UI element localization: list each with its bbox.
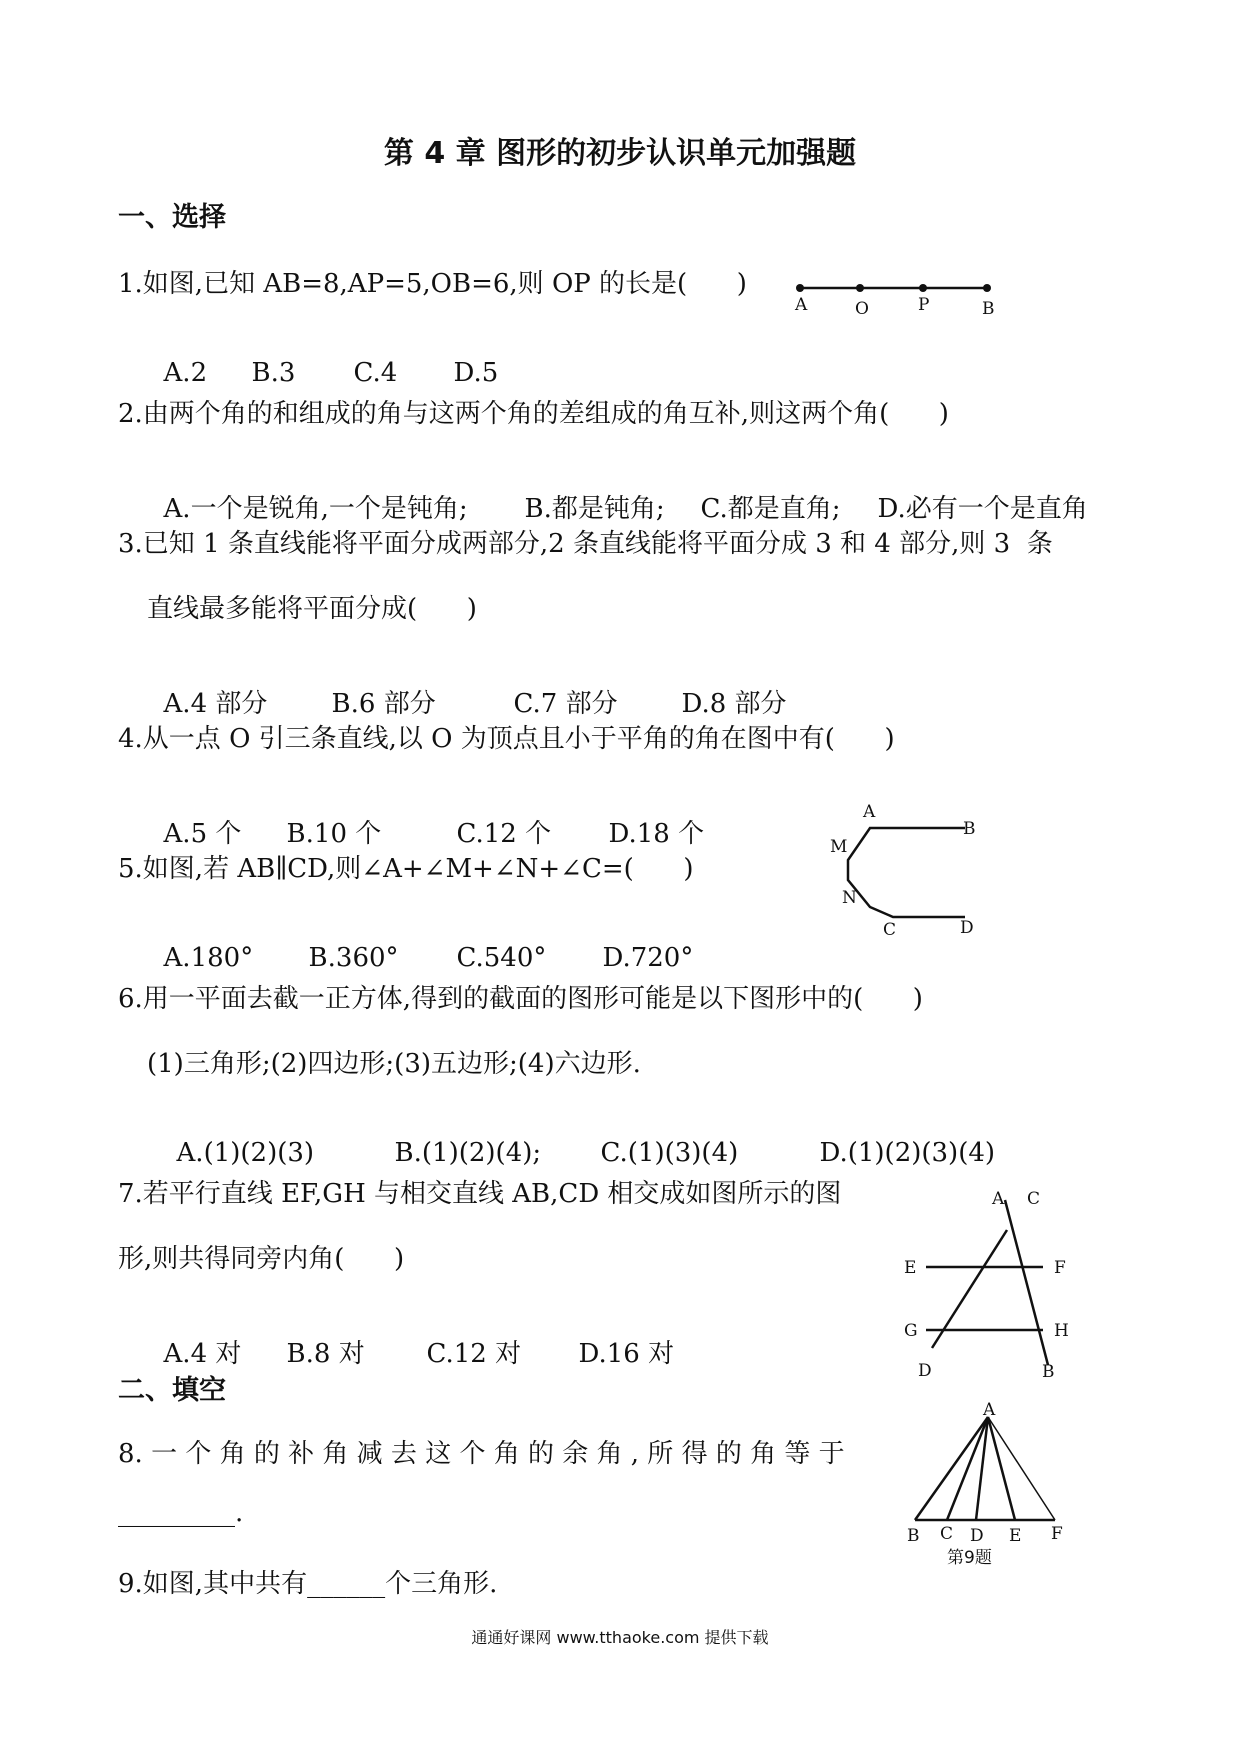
option-a: A.(1)(2)(3) (176, 1138, 315, 1168)
option-c: C.(1)(3)(4) (600, 1138, 739, 1168)
fig5-label-n: N (842, 888, 857, 908)
option-a: A.4 对 (163, 1339, 242, 1369)
question-5-stem: 5.如图,若 AB∥CD,则∠A+∠M+∠N+∠C=( ) (118, 854, 694, 884)
fig9-label-e: E (1009, 1526, 1022, 1546)
fig5-label-a: A (863, 802, 876, 822)
question-8-blank: _________. (118, 1498, 244, 1528)
fig5-label-m: M (830, 837, 848, 857)
figure-1-line-segment (780, 265, 1010, 325)
section-heading-fill: 二、填空 (118, 1375, 226, 1406)
question-3-stem-line1: 3.已知 1 条直线能将平面分成两部分,2 条直线能将平面分成 3 和 4 部分,则 3 条 (118, 529, 1053, 559)
question-4-stem: 4.从一点 O 引三条直线,以 O 为顶点且小于平角的角在图中有( ) (118, 724, 895, 754)
question-6-options (160, 1108, 995, 1168)
fig7-label-g: G (904, 1321, 918, 1341)
option-c: C.7 部分 (513, 689, 618, 719)
option-c: C.540° (456, 943, 547, 973)
fig5-label-b: B (963, 819, 976, 839)
question-1-options (147, 328, 498, 388)
question-7-options (147, 1303, 674, 1370)
option-d: D.必有一个是直角 (877, 494, 1088, 524)
fig1-label-a: A (795, 295, 808, 315)
option-c: C.12 个 (456, 819, 552, 849)
option-c: C.都是直角; (700, 494, 841, 524)
question-6-sub: (1)三角形;(2)四边形;(3)五边形;(4)六边形. (147, 1049, 641, 1079)
question-7-stem-line1: 7.若平行直线 EF,GH 与相交直线 AB,CD 相交成如图所示的图 (118, 1179, 842, 1209)
option-a: A.180° (163, 943, 254, 973)
fig9-label-a: A (983, 1400, 996, 1420)
question-2-stem: 2.由两个角的和组成的角与这两个角的差组成的角互补,则这两个角( ) (118, 399, 949, 429)
question-1-stem: 1.如图,已知 AB=8,AP=5,OB=6,则 OP 的长是( ) (118, 269, 747, 299)
fig9-label-b: B (907, 1526, 920, 1546)
fig7-label-e: E (904, 1258, 917, 1278)
page-title: 第 4 章 图形的初步认识单元加强题 (383, 136, 857, 171)
option-d: D.720° (602, 943, 694, 973)
fig9-label-c: C (940, 1524, 954, 1544)
option-b: B.10 个 (286, 819, 382, 849)
option-b: B.6 部分 (331, 689, 436, 719)
question-8-stem: 8. 一 个 角 的 补 角 减 去 这 个 角 的 余 角 , 所 得 的 角 等 于 (118, 1439, 845, 1469)
option-c: C.12 对 (426, 1339, 522, 1369)
section-heading-choice: 一、选择 (118, 202, 226, 233)
option-d: D.8 部分 (681, 689, 787, 719)
fig7-label-a: A (992, 1189, 1005, 1209)
footer-source: 通通好课网 www.tthaoke.com 提供下载 (471, 1628, 769, 1647)
fig5-label-c: C (883, 920, 897, 940)
fig7-label-c: C (1027, 1189, 1041, 1209)
question-9-stem: 9.如图,其中共有______个三角形. (118, 1569, 498, 1599)
fig1-label-p: P (918, 295, 930, 315)
question-2-options (147, 458, 1088, 525)
option-d: D.5 (453, 358, 499, 388)
figure-5-parallel-lines (820, 795, 1000, 940)
option-b: B.3 (251, 358, 296, 388)
figure-9-triangles (895, 1400, 1075, 1580)
figure-7-parallel-transversal (900, 1190, 1080, 1390)
option-b: B.8 对 (286, 1339, 365, 1369)
option-a: A.2 (163, 358, 208, 388)
question-4-options (147, 783, 704, 850)
option-b: B.360° (308, 943, 399, 973)
option-c: C.4 (353, 358, 398, 388)
question-3-options (147, 653, 787, 720)
fig7-label-h: H (1054, 1321, 1069, 1341)
fig9-caption: 第9题 (947, 1548, 992, 1568)
option-b: B.(1)(2)(4); (394, 1138, 542, 1168)
fig9-label-f: F (1051, 1524, 1063, 1544)
option-b: B.都是钝角; (524, 494, 665, 524)
option-a: A.4 部分 (163, 689, 268, 719)
question-5-options (147, 913, 693, 973)
option-a: A.一个是锐角,一个是钝角; (163, 494, 468, 524)
option-a: A.5 个 (163, 819, 242, 849)
option-d: D.16 对 (578, 1339, 675, 1369)
fig1-label-b: B (982, 299, 995, 319)
fig7-label-f: F (1054, 1258, 1066, 1278)
option-d: D.18 个 (608, 819, 705, 849)
question-6-stem: 6.用一平面去截一正方体,得到的截面的图形可能是以下图形中的( ) (118, 984, 923, 1014)
fig7-label-d: D (918, 1361, 932, 1381)
option-d: D.(1)(2)(3)(4) (819, 1138, 996, 1168)
question-3-stem-line2: 直线最多能将平面分成( ) (147, 594, 477, 624)
fig9-label-d: D (970, 1526, 984, 1546)
question-7-stem-line2: 形,则共得同旁内角( ) (118, 1244, 405, 1274)
fig5-label-d: D (960, 918, 974, 938)
fig7-label-b: B (1042, 1362, 1055, 1382)
fig1-label-o: O (855, 299, 869, 319)
